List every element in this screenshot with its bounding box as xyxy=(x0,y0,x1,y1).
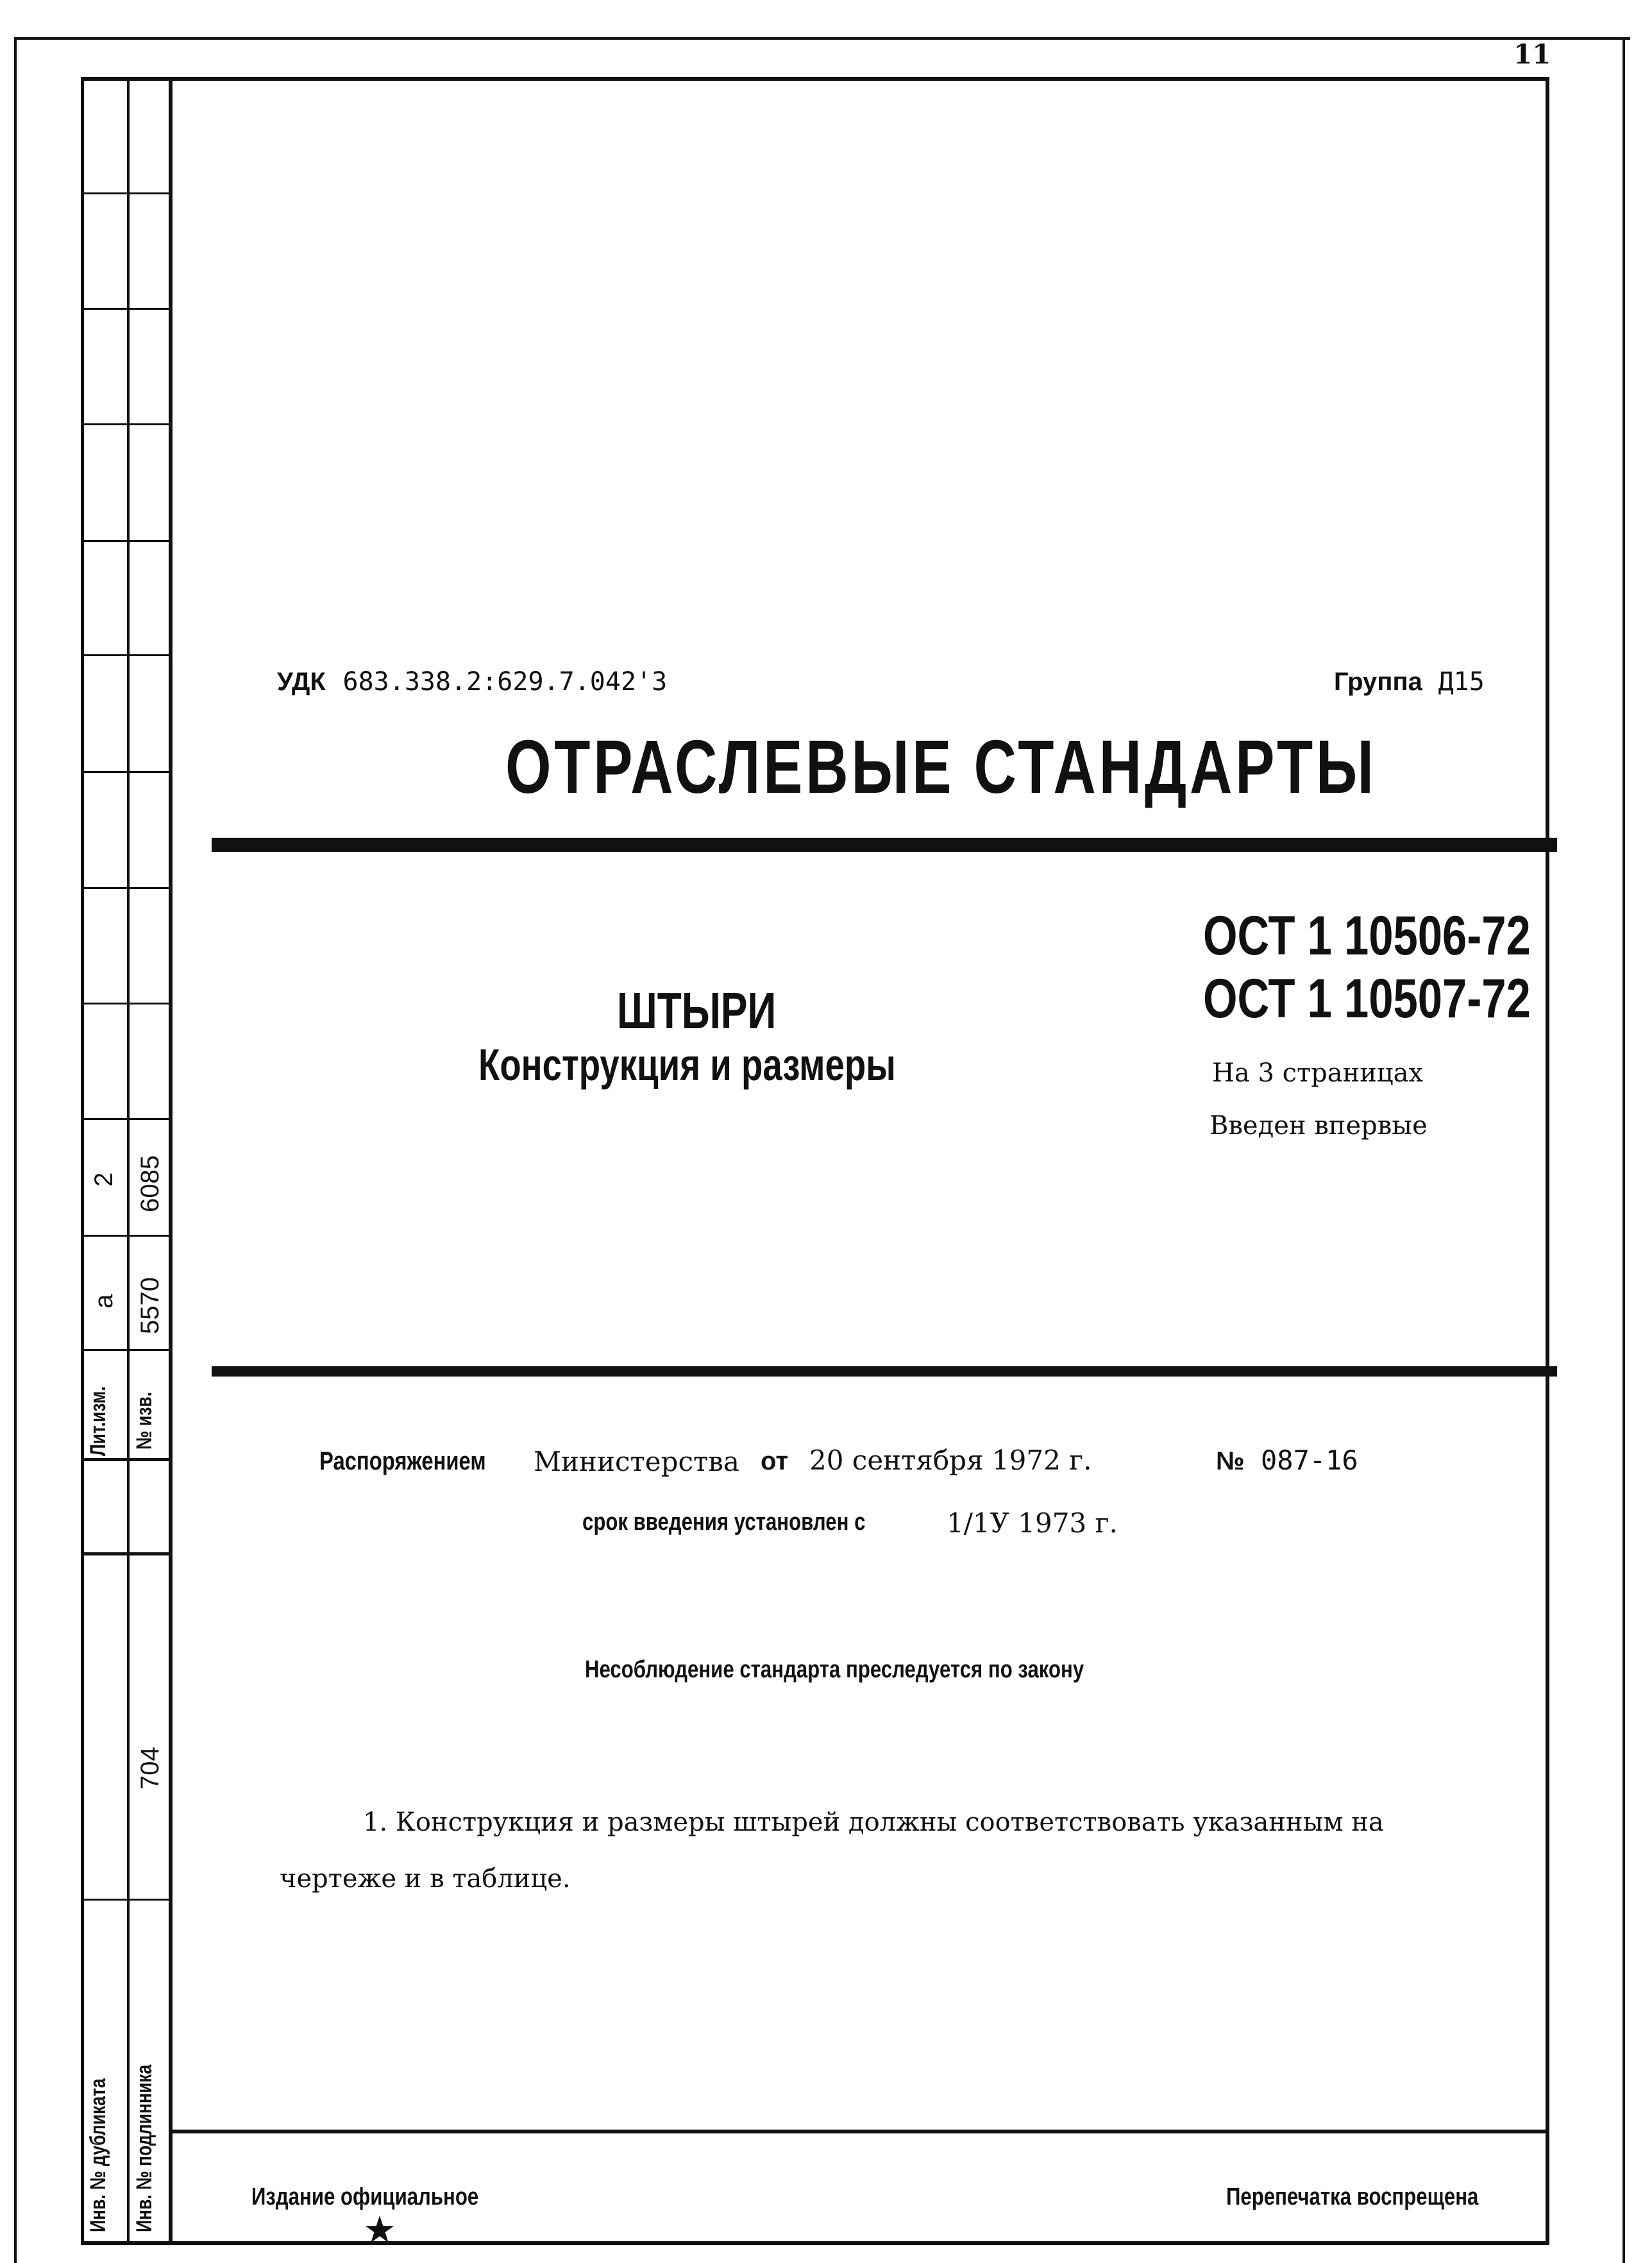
group-line xyxy=(1334,667,1485,697)
izv-value-6085: 6085 xyxy=(136,1155,164,1212)
intro-note: Введен впервые xyxy=(1210,1111,1428,1140)
frame-bottom-inner xyxy=(81,2241,1549,2245)
second-rule xyxy=(212,1366,1557,1377)
main-title: ОТРАСЛЕВЫЕ СТАНДАРТЫ xyxy=(505,725,1377,809)
order-number-label: № xyxy=(1216,1447,1245,1475)
order-date: 20 сентября 1972 г. xyxy=(809,1445,1092,1476)
inv-dubl-label: Инв. № дубликата xyxy=(86,2078,110,2232)
inv-podl-label: Инв. № подлинника xyxy=(132,2064,156,2232)
group-value: Д15 xyxy=(1438,667,1485,697)
lit-value-2: 2 xyxy=(90,1172,118,1187)
term-label: срок введения установлен с xyxy=(582,1509,866,1536)
frame-left-inner xyxy=(169,77,173,2245)
udk-line xyxy=(277,667,667,697)
frame-right-outer xyxy=(1622,37,1625,2263)
footer-official: Издание официальное xyxy=(251,2183,479,2210)
footer-reprint: Перепечатка воспрещена xyxy=(1226,2183,1479,2210)
page-number: 11 xyxy=(1513,38,1551,70)
term-value: 1/1У 1973 г. xyxy=(947,1507,1118,1539)
pages-note: На 3 страницах xyxy=(1212,1058,1424,1088)
frame-right-inner xyxy=(1546,77,1549,2245)
group-label: Группа xyxy=(1334,668,1422,696)
body-line-1: 1. Конструкция и размеры штырей должны соответствовать указанным на xyxy=(363,1808,1384,1837)
footer-separator xyxy=(169,2130,1549,2133)
title-thick-rule xyxy=(212,838,1557,852)
ost-code-2: ОСТ 1 10507-72 xyxy=(1203,968,1531,1030)
warning-text: Несоблюдение стандарта преследуется по закону xyxy=(585,1656,1084,1683)
inv-podl-value: 704 xyxy=(136,1747,164,1790)
order-number: 087-16 xyxy=(1261,1445,1358,1476)
frame-top-outer xyxy=(14,37,1630,40)
frame-top-inner xyxy=(81,77,1549,81)
order-issuer: Министерства xyxy=(534,1446,739,1477)
lit-izm-label: Лит.изм. xyxy=(86,1386,110,1456)
standard-subtitle: Конструкция и размеры xyxy=(478,1040,896,1090)
no-izv-label: № изв. xyxy=(132,1391,156,1450)
star-icon: ★ xyxy=(363,2208,396,2251)
order-from: от xyxy=(761,1447,789,1475)
izv-value-5570: 5570 xyxy=(136,1277,164,1334)
frame-left-outer xyxy=(14,38,17,2263)
standard-title: ШТЫРИ xyxy=(617,982,777,1039)
udk-label: УДК xyxy=(277,668,326,696)
ost-code-1: ОСТ 1 10506-72 xyxy=(1203,905,1531,967)
udk-value: 683.338.2:629.7.042'3 xyxy=(342,667,668,697)
lit-value-a: а xyxy=(90,1294,118,1309)
order-label: Распоряжением xyxy=(319,1447,486,1475)
body-line-2: чертеже и в таблице. xyxy=(280,1864,571,1894)
